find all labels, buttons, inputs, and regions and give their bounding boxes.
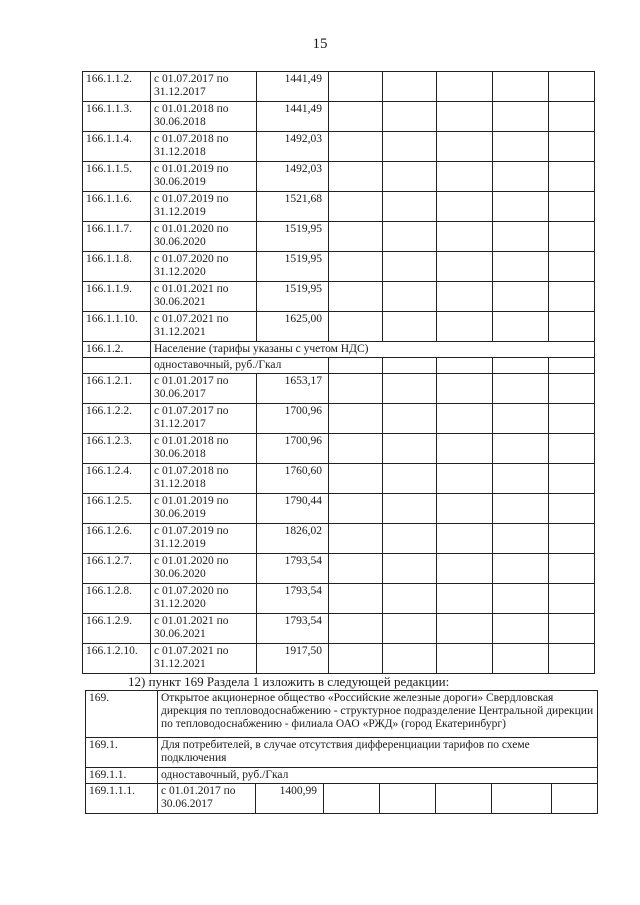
empty-cell bbox=[549, 464, 595, 494]
table-row bbox=[83, 404, 595, 434]
empty-cell bbox=[437, 162, 493, 192]
org-name: Открытое акционерное общество «Российские железные дороги» Свердловская дирекция по тепловодоснабжению - структурное подразделение Центральной дирекции по тепловодоснабжению - филиала ОАО «РЖД» (город Екатеринбург) bbox=[158, 691, 598, 738]
empty-cell bbox=[383, 434, 437, 464]
row-period: с 01.01.2019 по 30.06.2019 bbox=[151, 162, 257, 192]
unit-label: одноставочный, руб./Гкал bbox=[151, 358, 329, 374]
row-code: 166.1.2.5. bbox=[83, 494, 151, 524]
empty-cell bbox=[549, 282, 595, 312]
empty-cell bbox=[549, 434, 595, 464]
empty-cell bbox=[493, 222, 549, 252]
empty-cell bbox=[383, 192, 437, 222]
empty-cell bbox=[493, 374, 549, 404]
row-value: 1760,60 bbox=[257, 464, 329, 494]
table-row bbox=[83, 358, 595, 374]
amendment-text: 12) пункт 169 Раздела 1 изложить в следующей редакции: bbox=[128, 674, 450, 689]
table-row bbox=[86, 691, 598, 738]
empty-cell bbox=[329, 464, 383, 494]
empty-cell bbox=[383, 222, 437, 252]
row-period: с 01.07.2017 по 31.12.2017 bbox=[151, 72, 257, 102]
empty-cell bbox=[329, 312, 383, 342]
row-value: 1521,68 bbox=[257, 192, 329, 222]
table-row bbox=[83, 524, 595, 554]
empty-cell bbox=[437, 72, 493, 102]
table-row bbox=[83, 494, 595, 524]
row-value: 1793,54 bbox=[257, 614, 329, 644]
row-code: 166.1.2.8. bbox=[83, 584, 151, 614]
row-code: 166.1.1.3. bbox=[83, 102, 151, 132]
row-value: 1441,49 bbox=[257, 72, 329, 102]
row-code: 166.1.1.9. bbox=[83, 282, 151, 312]
row-code: 166.1.2.2. bbox=[83, 404, 151, 434]
row-value: 1700,96 bbox=[257, 434, 329, 464]
empty-cell bbox=[329, 614, 383, 644]
table-row bbox=[83, 252, 595, 282]
empty-cell bbox=[549, 374, 595, 404]
empty-cell bbox=[324, 784, 380, 814]
empty-cell bbox=[383, 554, 437, 584]
empty-cell bbox=[437, 464, 493, 494]
row-period: с 01.01.2020 по 30.06.2020 bbox=[151, 222, 257, 252]
row-code: 166.1.2. bbox=[83, 342, 151, 358]
empty-cell bbox=[549, 192, 595, 222]
empty-cell bbox=[383, 132, 437, 162]
empty-cell bbox=[549, 494, 595, 524]
table-row bbox=[86, 768, 598, 784]
table-row bbox=[83, 464, 595, 494]
empty-cell bbox=[383, 524, 437, 554]
empty-cell bbox=[329, 132, 383, 162]
table-row bbox=[83, 554, 595, 584]
row-code: 169.1.1. bbox=[86, 768, 158, 784]
row-code: 166.1.2.9. bbox=[83, 614, 151, 644]
empty-cell bbox=[437, 192, 493, 222]
empty-cell bbox=[493, 584, 549, 614]
empty-cell bbox=[437, 358, 493, 374]
row-value: 1441,49 bbox=[257, 102, 329, 132]
empty-cell bbox=[437, 494, 493, 524]
row-value: 1793,54 bbox=[257, 584, 329, 614]
table-row bbox=[83, 374, 595, 404]
row-code: 166.1.1.6. bbox=[83, 192, 151, 222]
row-period: с 01.01.2017 по 30.06.2017 bbox=[151, 374, 257, 404]
empty-cell bbox=[383, 374, 437, 404]
row-code: 166.1.1.5. bbox=[83, 162, 151, 192]
row-code: 166.1.1.8. bbox=[83, 252, 151, 282]
section-title: Население (тарифы указаны с учетом НДС) bbox=[151, 342, 595, 358]
row-code: 166.1.1.2. bbox=[83, 72, 151, 102]
row-period: с 01.07.2017 по 31.12.2017 bbox=[151, 404, 257, 434]
table-row bbox=[83, 72, 595, 102]
empty-cell bbox=[493, 644, 549, 674]
row-code: 166.1.2.6. bbox=[83, 524, 151, 554]
row-code: 166.1.2.7. bbox=[83, 554, 151, 584]
row-period: с 01.07.2020 по 31.12.2020 bbox=[151, 252, 257, 282]
empty-cell bbox=[329, 554, 383, 584]
table-row bbox=[83, 342, 595, 358]
empty-cell bbox=[383, 614, 437, 644]
row-value: 1519,95 bbox=[257, 252, 329, 282]
row-value: 1653,17 bbox=[257, 374, 329, 404]
empty-cell bbox=[436, 784, 492, 814]
empty-cell bbox=[437, 434, 493, 464]
row-code: 166.1.2.1. bbox=[83, 374, 151, 404]
row-value: 1492,03 bbox=[257, 132, 329, 162]
empty-cell bbox=[549, 72, 595, 102]
table-row bbox=[83, 102, 595, 132]
row-code: 169.1.1.1. bbox=[86, 784, 158, 814]
row-period: с 01.01.2021 по 30.06.2021 bbox=[151, 614, 257, 644]
table-row bbox=[83, 192, 595, 222]
table-row bbox=[83, 614, 595, 644]
empty-cell bbox=[437, 282, 493, 312]
page-number: 15 bbox=[312, 36, 328, 52]
empty-cell bbox=[383, 102, 437, 132]
empty-cell bbox=[493, 282, 549, 312]
empty-cell bbox=[493, 358, 549, 374]
empty-cell bbox=[549, 222, 595, 252]
empty-cell bbox=[437, 404, 493, 434]
row-code: 166.1.2.4. bbox=[83, 464, 151, 494]
row-value: 1826,02 bbox=[257, 524, 329, 554]
table-row bbox=[83, 312, 595, 342]
empty-cell bbox=[437, 102, 493, 132]
empty-cell bbox=[493, 312, 549, 342]
empty-cell bbox=[329, 222, 383, 252]
empty-cell bbox=[493, 614, 549, 644]
row-period: с 01.07.2020 по 31.12.2020 bbox=[151, 584, 257, 614]
empty-cell bbox=[437, 614, 493, 644]
empty-cell bbox=[383, 282, 437, 312]
table-row bbox=[83, 644, 595, 674]
table-row bbox=[86, 738, 598, 768]
tariff-table-166 bbox=[82, 71, 595, 674]
empty-cell bbox=[549, 524, 595, 554]
empty-cell bbox=[437, 222, 493, 252]
row-code: 166.1.1.4. bbox=[83, 132, 151, 162]
empty-cell bbox=[329, 102, 383, 132]
empty-cell bbox=[383, 404, 437, 434]
row-code: 166.1.1.7. bbox=[83, 222, 151, 252]
empty-cell bbox=[493, 434, 549, 464]
empty-cell bbox=[493, 162, 549, 192]
row-value: 1793,54 bbox=[257, 554, 329, 584]
empty-cell bbox=[329, 282, 383, 312]
row-value: 1917,50 bbox=[257, 644, 329, 674]
empty-cell bbox=[493, 192, 549, 222]
row-value: 1492,03 bbox=[257, 162, 329, 192]
empty-cell bbox=[437, 252, 493, 282]
empty-cell bbox=[437, 524, 493, 554]
row-code: 166.1.1.10. bbox=[83, 312, 151, 342]
empty-cell bbox=[549, 252, 595, 282]
row-value: 1625,00 bbox=[257, 312, 329, 342]
table-row bbox=[83, 584, 595, 614]
empty-cell bbox=[383, 162, 437, 192]
row-period: с 01.01.2019 по 30.06.2019 bbox=[151, 494, 257, 524]
empty-cell bbox=[549, 312, 595, 342]
empty-cell bbox=[549, 102, 595, 132]
empty-cell bbox=[493, 72, 549, 102]
empty-cell bbox=[493, 102, 549, 132]
row-period: с 01.07.2018 по 31.12.2018 bbox=[151, 132, 257, 162]
empty-cell bbox=[329, 644, 383, 674]
empty-cell bbox=[383, 644, 437, 674]
empty-cell bbox=[329, 192, 383, 222]
empty-cell bbox=[493, 554, 549, 584]
row-period: с 01.07.2019 по 31.12.2019 bbox=[151, 192, 257, 222]
empty-cell bbox=[83, 358, 151, 374]
table-row bbox=[86, 784, 598, 814]
table-row bbox=[83, 282, 595, 312]
empty-cell bbox=[383, 72, 437, 102]
row-value: 1519,95 bbox=[257, 282, 329, 312]
empty-cell bbox=[493, 524, 549, 554]
empty-cell bbox=[329, 404, 383, 434]
empty-cell bbox=[493, 494, 549, 524]
empty-cell bbox=[549, 644, 595, 674]
row-value: 1790,44 bbox=[257, 494, 329, 524]
empty-cell bbox=[380, 784, 436, 814]
empty-cell bbox=[493, 132, 549, 162]
empty-cell bbox=[493, 404, 549, 434]
row-period: с 01.01.2017 по 30.06.2017 bbox=[158, 784, 256, 814]
empty-cell bbox=[493, 252, 549, 282]
empty-cell bbox=[329, 358, 383, 374]
empty-cell bbox=[329, 524, 383, 554]
empty-cell bbox=[437, 644, 493, 674]
row-period: с 01.01.2020 по 30.06.2020 bbox=[151, 554, 257, 584]
empty-cell bbox=[383, 464, 437, 494]
empty-cell bbox=[383, 358, 437, 374]
row-code: 169.1. bbox=[86, 738, 158, 768]
empty-cell bbox=[437, 584, 493, 614]
empty-cell bbox=[383, 584, 437, 614]
empty-cell bbox=[549, 162, 595, 192]
row-code: 169. bbox=[86, 691, 158, 738]
row-period: с 01.01.2018 по 30.06.2018 bbox=[151, 434, 257, 464]
empty-cell bbox=[549, 584, 595, 614]
empty-cell bbox=[329, 494, 383, 524]
empty-cell bbox=[437, 374, 493, 404]
empty-cell bbox=[549, 404, 595, 434]
empty-cell bbox=[383, 312, 437, 342]
empty-cell bbox=[383, 252, 437, 282]
row-code: 166.1.2.3. bbox=[83, 434, 151, 464]
table-row bbox=[83, 434, 595, 464]
empty-cell bbox=[329, 374, 383, 404]
empty-cell bbox=[552, 784, 598, 814]
row-period: с 01.07.2021 по 31.12.2021 bbox=[151, 312, 257, 342]
row-text: Для потребителей, в случае отсутствия дифференциации тарифов по схеме подключения bbox=[158, 738, 598, 768]
row-value: 1519,95 bbox=[257, 222, 329, 252]
empty-cell bbox=[437, 132, 493, 162]
empty-cell bbox=[493, 464, 549, 494]
empty-cell bbox=[329, 584, 383, 614]
empty-cell bbox=[492, 784, 552, 814]
empty-cell bbox=[549, 358, 595, 374]
row-period: с 01.01.2021 по 30.06.2021 bbox=[151, 282, 257, 312]
empty-cell bbox=[437, 554, 493, 584]
empty-cell bbox=[329, 434, 383, 464]
empty-cell bbox=[437, 312, 493, 342]
empty-cell bbox=[549, 614, 595, 644]
empty-cell bbox=[329, 252, 383, 282]
empty-cell bbox=[383, 494, 437, 524]
row-period: с 01.07.2019 по 31.12.2019 bbox=[151, 524, 257, 554]
tariff-table-169 bbox=[85, 690, 598, 814]
row-period: с 01.01.2018 по 30.06.2018 bbox=[151, 102, 257, 132]
row-text: одноставочный, руб./Гкал bbox=[158, 768, 598, 784]
empty-cell bbox=[549, 132, 595, 162]
row-value: 1700,96 bbox=[257, 404, 329, 434]
row-period: с 01.07.2021 по 31.12.2021 bbox=[151, 644, 257, 674]
empty-cell bbox=[329, 162, 383, 192]
empty-cell bbox=[329, 72, 383, 102]
table-row bbox=[83, 162, 595, 192]
row-value: 1400,99 bbox=[256, 784, 324, 814]
row-period: с 01.07.2018 по 31.12.2018 bbox=[151, 464, 257, 494]
table-row bbox=[83, 132, 595, 162]
empty-cell bbox=[549, 554, 595, 584]
row-code: 166.1.2.10. bbox=[83, 644, 151, 674]
table-row bbox=[83, 222, 595, 252]
